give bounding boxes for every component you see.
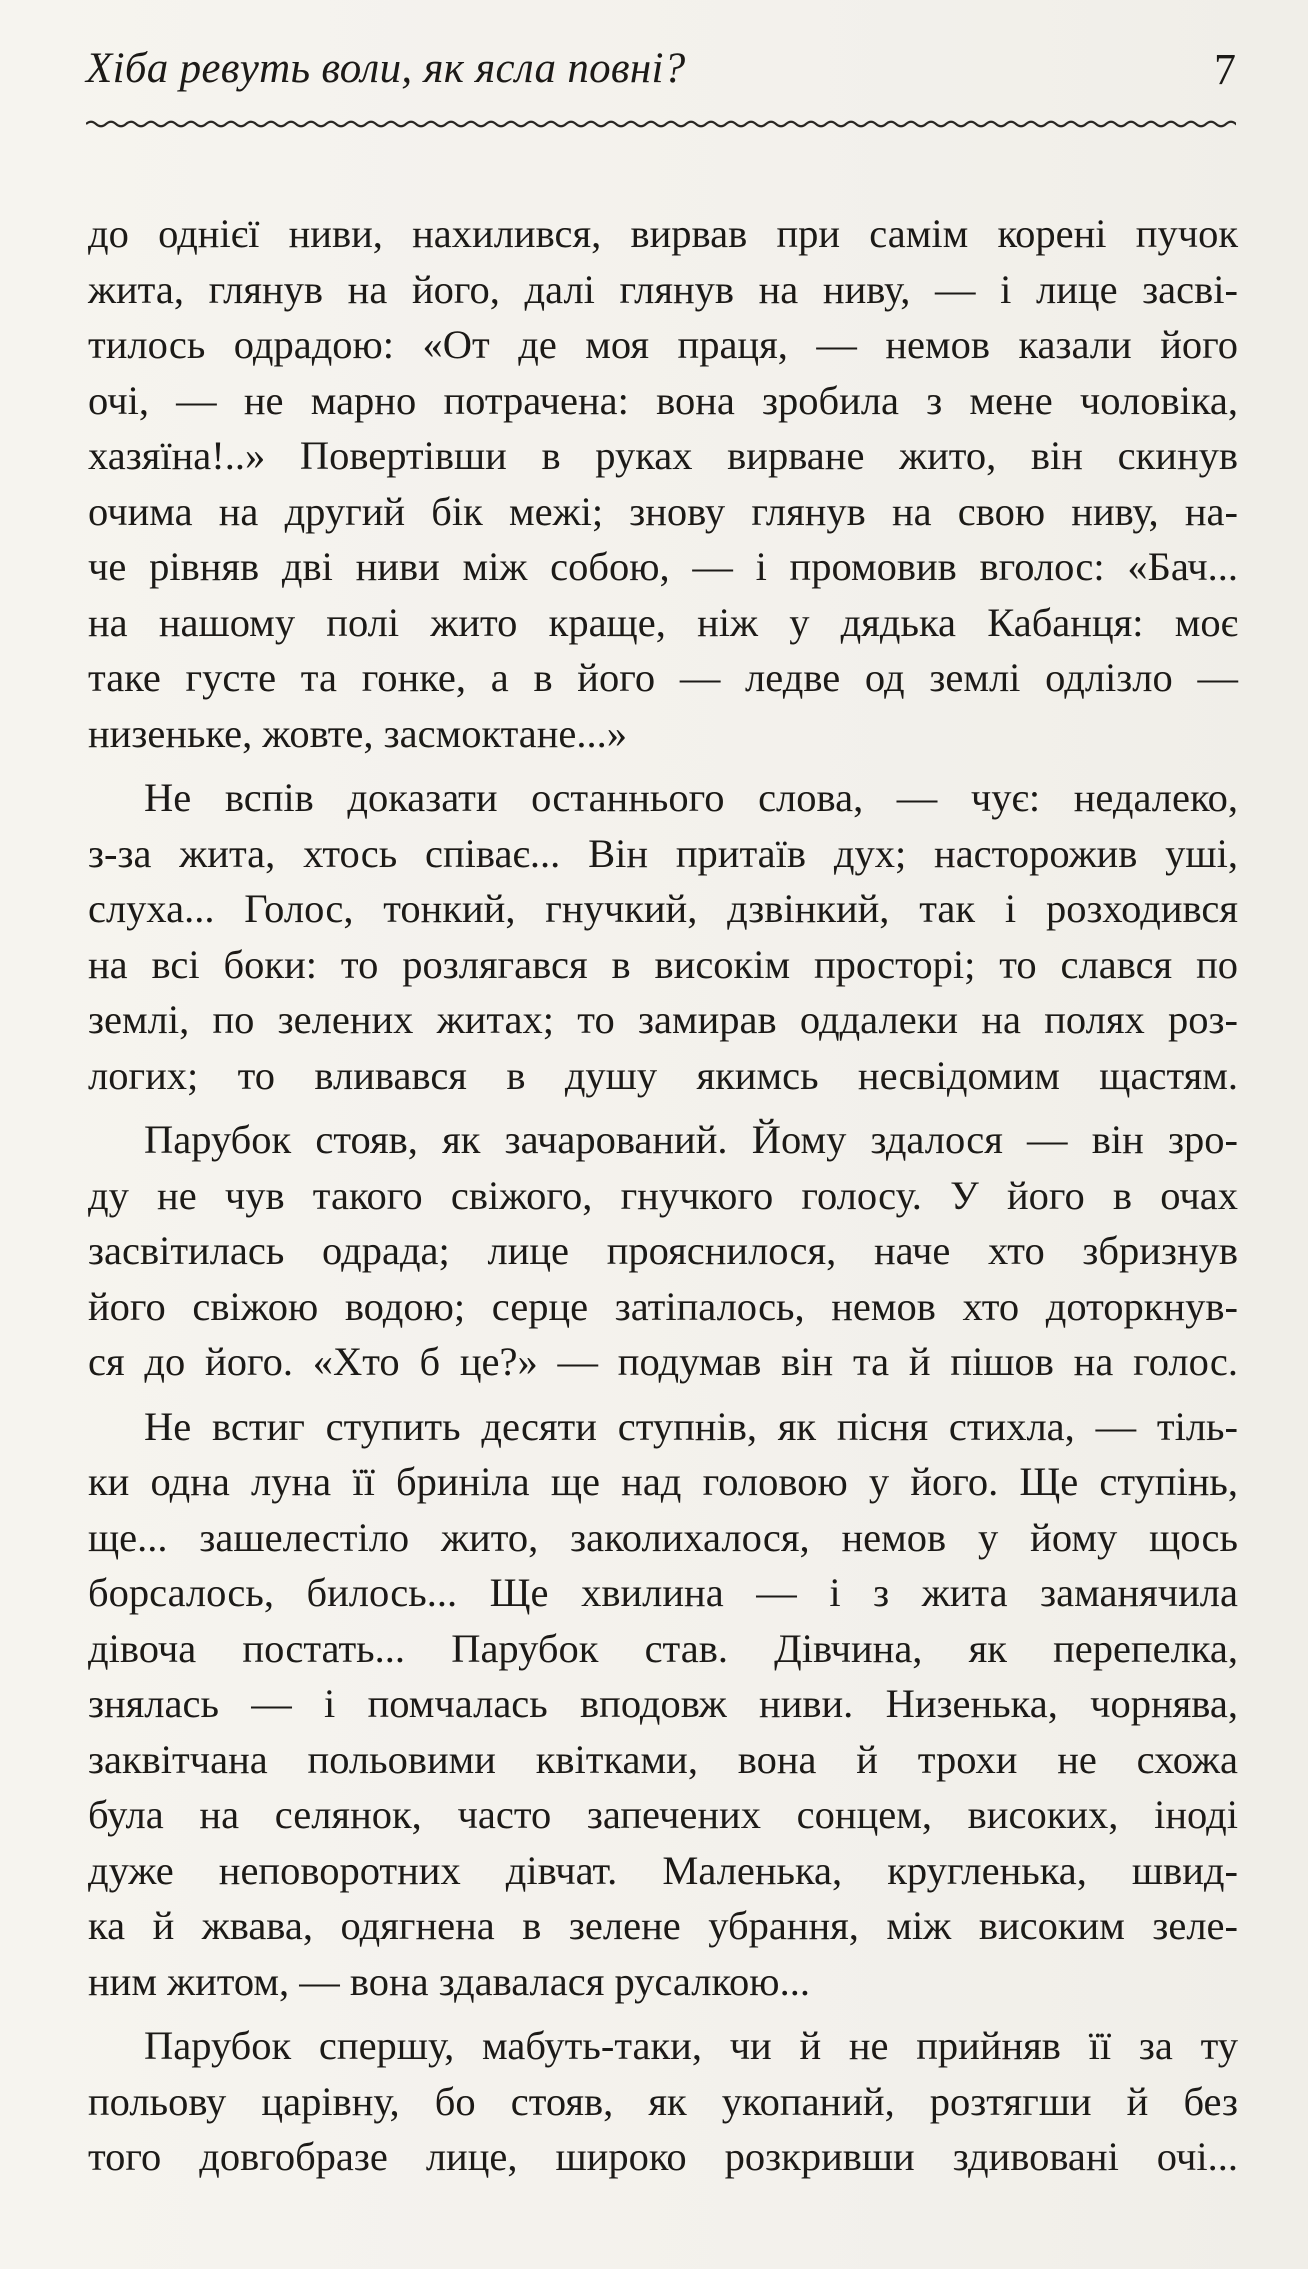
text-line: очі, — не марно потрачена: вона зробила з мене чоловіка,: [88, 377, 1238, 423]
paragraph: [88, 206, 1238, 761]
text-line: на всі боки: то розлягався в високім просторі; то слався по: [88, 941, 1238, 987]
text-line: ся до його. «Хто б це?» — подумав він та й пішов на голос.: [88, 1339, 1238, 1384]
text-line: ка й жвава, одягнена в зелене убрання, між високим зеле-: [88, 1903, 1238, 1948]
text-line: ще... зашелестіло жито, заколихалося, немов у йому щось: [88, 1514, 1238, 1560]
text-line: польову царівну, бо стояв, як укопаний, розтягши й без: [88, 2078, 1238, 2124]
text-line: ду не чув такого свіжого, гнучкого голосу. У його в очах: [88, 1172, 1238, 1218]
page-number: 7: [1214, 45, 1236, 94]
text-line: на нашому полі жито краще, ніж у дядька Кабанця: моє: [88, 599, 1238, 645]
text-line: знялась — і помчалась вподовж ниви. Низенька, чорнява,: [88, 1681, 1238, 1726]
text-line: низеньке, жовте, засмоктане...»: [88, 710, 628, 756]
wavy-rule-ornament: [86, 112, 1236, 136]
text-line: Парубок спершу, мабуть-таки, чи й не прийняв її за ту: [144, 2023, 1238, 2068]
text-line: Не вспів доказати останнього слова, — чує: недалеко,: [144, 775, 1238, 820]
text-line: Парубок стояв, як зачарований. Йому здалося — він зро-: [144, 1117, 1238, 1162]
body-text: [88, 206, 1238, 2194]
text-line: ки одна луна її бриніла ще над головою у його. Ще ступінь,: [88, 1459, 1238, 1504]
paragraph: [88, 2018, 1238, 2185]
text-line: очима на другий бік межі; знову глянув на свою ниву, на-: [88, 488, 1238, 534]
text-line: була на селянок, часто запечених сонцем, високих, іноді: [88, 1792, 1238, 1837]
text-line: засвітилась одрада; лице прояснилося, наче хто збризнув: [88, 1228, 1238, 1273]
text-line: тилось одрадою: «От де моя праця, — немов казали його: [88, 322, 1238, 367]
text-line: ним житом, — вона здавалася русалкою...: [88, 1958, 810, 2004]
running-title: Хіба ревуть воли, як ясла повні?: [86, 45, 686, 92]
text-line: логих; то вливався в душу якимсь несвідомим щастям.: [88, 1052, 1238, 1098]
paragraph: [88, 1399, 1238, 2010]
text-line: його свіжою водою; серце затіпалось, немов хто доторкнув-: [88, 1283, 1238, 1329]
text-line: дівоча постать... Парубок став. Дівчина, як перепелка,: [88, 1625, 1238, 1671]
text-line: того довгобразе лице, широко розкривши здивовані очі...: [88, 2134, 1238, 2179]
text-line: борсалось, билось... Ще хвилина — і з жита заманячила: [88, 1570, 1238, 1615]
paragraph: [88, 770, 1238, 1103]
text-line: слуха... Голос, тонкий, гнучкий, дзвінкий, так і розходився: [88, 886, 1238, 931]
page-header: [86, 44, 1236, 114]
text-line: до однієї ниви, нахилився, вирвав при самім корені пучок: [88, 211, 1238, 256]
text-line: з-за жита, хтось співає... Він притаїв дух; насторожив уші,: [88, 830, 1238, 876]
text-line: жита, глянув на його, далі глянув на ниву, — і лице засві-: [88, 266, 1238, 312]
text-line: хазяїна!..» Повертівши в руках вирване жито, він скинув: [88, 433, 1238, 478]
text-line: землі, по зелених житах; то замирав оддалеки на полях роз-: [88, 997, 1238, 1042]
text-line: че рівняв дві ниви між собою, — і промовив вголос: «Бач...: [88, 544, 1238, 589]
text-line: заквітчана польовими квітками, вона й трохи не схожа: [88, 1736, 1238, 1782]
text-line: таке густе та гонке, а в його — ледве од землі одлізло —: [88, 655, 1238, 700]
text-line: дуже неповоротних дівчат. Маленька, кругленька, швид-: [88, 1847, 1238, 1893]
text-line: Не встиг ступить десяти ступнів, як пісня стихла, — тіль-: [144, 1403, 1238, 1449]
paragraph: [88, 1112, 1238, 1390]
